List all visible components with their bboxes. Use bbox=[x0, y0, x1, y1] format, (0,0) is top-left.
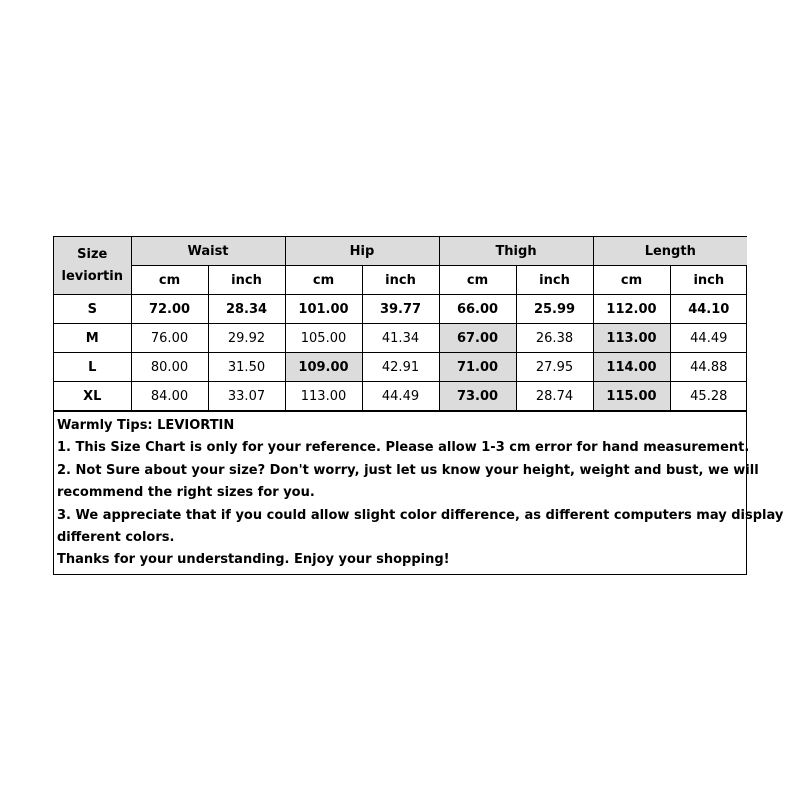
size-header-label: Size bbox=[77, 246, 108, 262]
table-cell: 45.28 bbox=[670, 382, 747, 411]
hip-header: Hip bbox=[285, 237, 439, 266]
table-cell: 113.00 bbox=[285, 382, 362, 411]
table-cell: 44.49 bbox=[670, 324, 747, 353]
table-cell: 28.34 bbox=[208, 295, 285, 324]
table-row bbox=[54, 295, 747, 324]
group-header-row bbox=[54, 237, 747, 266]
table-cell: 44.10 bbox=[670, 295, 747, 324]
size-header-brand: leviortin bbox=[61, 268, 123, 284]
tips-title: Warmly Tips: LEVIORTIN bbox=[57, 418, 235, 433]
tip-1: 1. This Size Chart is only for your reference. Please allow 1-3 cm error for hand measurement. bbox=[57, 440, 750, 456]
table-row bbox=[54, 353, 747, 382]
table-cell: 112.00 bbox=[593, 295, 670, 324]
table-cell: 42.91 bbox=[362, 353, 439, 382]
unit-header-row bbox=[54, 266, 747, 295]
size-label: S bbox=[54, 295, 131, 324]
table-cell: 109.00 bbox=[285, 353, 362, 382]
waist-inch-header: inch bbox=[208, 266, 285, 295]
table-cell: 72.00 bbox=[131, 295, 208, 324]
table-row bbox=[54, 324, 747, 353]
length-header: Length bbox=[593, 237, 747, 266]
tips-closing: Thanks for your understanding. Enjoy your shopping! bbox=[57, 552, 450, 568]
table-cell: 114.00 bbox=[593, 353, 670, 382]
waist-header: Waist bbox=[131, 237, 285, 266]
table-cell: 44.49 bbox=[362, 382, 439, 411]
table-cell: 31.50 bbox=[208, 353, 285, 382]
tip-3-line-2: different colors. bbox=[57, 530, 175, 546]
table-cell: 33.07 bbox=[208, 382, 285, 411]
waist-cm-header: cm bbox=[131, 266, 208, 295]
size-table bbox=[54, 237, 747, 411]
tip-3-line-1: 3. We appreciate that if you could allow slight color difference, as different computers may display bbox=[57, 507, 784, 523]
hip-inch-header: inch bbox=[362, 266, 439, 295]
table-cell: 66.00 bbox=[439, 295, 516, 324]
table-cell: 105.00 bbox=[285, 324, 362, 353]
hip-cm-header: cm bbox=[285, 266, 362, 295]
size-header-cell bbox=[54, 237, 131, 295]
table-cell: 115.00 bbox=[593, 382, 670, 411]
table-cell: 67.00 bbox=[439, 324, 516, 353]
table-cell: 84.00 bbox=[131, 382, 208, 411]
size-label: XL bbox=[54, 382, 131, 411]
thigh-header: Thigh bbox=[439, 237, 593, 266]
table-cell: 71.00 bbox=[439, 353, 516, 382]
thigh-cm-header: cm bbox=[439, 266, 516, 295]
tip-2-line-1: 2. Not Sure about your size? Don't worry, just let us know your height, weight and bust, we will bbox=[57, 462, 759, 478]
tips-section bbox=[54, 411, 784, 574]
tip-2-line-2: recommend the right sizes for you. bbox=[57, 485, 315, 501]
table-cell: 26.38 bbox=[516, 324, 593, 353]
table-cell: 101.00 bbox=[285, 295, 362, 324]
thigh-inch-header: inch bbox=[516, 266, 593, 295]
size-chart bbox=[53, 236, 784, 575]
table-cell: 41.34 bbox=[362, 324, 439, 353]
table-cell: 76.00 bbox=[131, 324, 208, 353]
size-label: M bbox=[54, 324, 131, 353]
table-cell: 80.00 bbox=[131, 353, 208, 382]
table-cell: 27.95 bbox=[516, 353, 593, 382]
table-cell: 44.88 bbox=[670, 353, 747, 382]
table-cell: 39.77 bbox=[362, 295, 439, 324]
table-cell: 73.00 bbox=[439, 382, 516, 411]
table-cell: 28.74 bbox=[516, 382, 593, 411]
table-cell: 113.00 bbox=[593, 324, 670, 353]
table-cell: 29.92 bbox=[208, 324, 285, 353]
table-cell: 25.99 bbox=[516, 295, 593, 324]
length-cm-header: cm bbox=[593, 266, 670, 295]
size-label: L bbox=[54, 353, 131, 382]
table-row bbox=[54, 382, 747, 411]
length-inch-header: inch bbox=[670, 266, 747, 295]
